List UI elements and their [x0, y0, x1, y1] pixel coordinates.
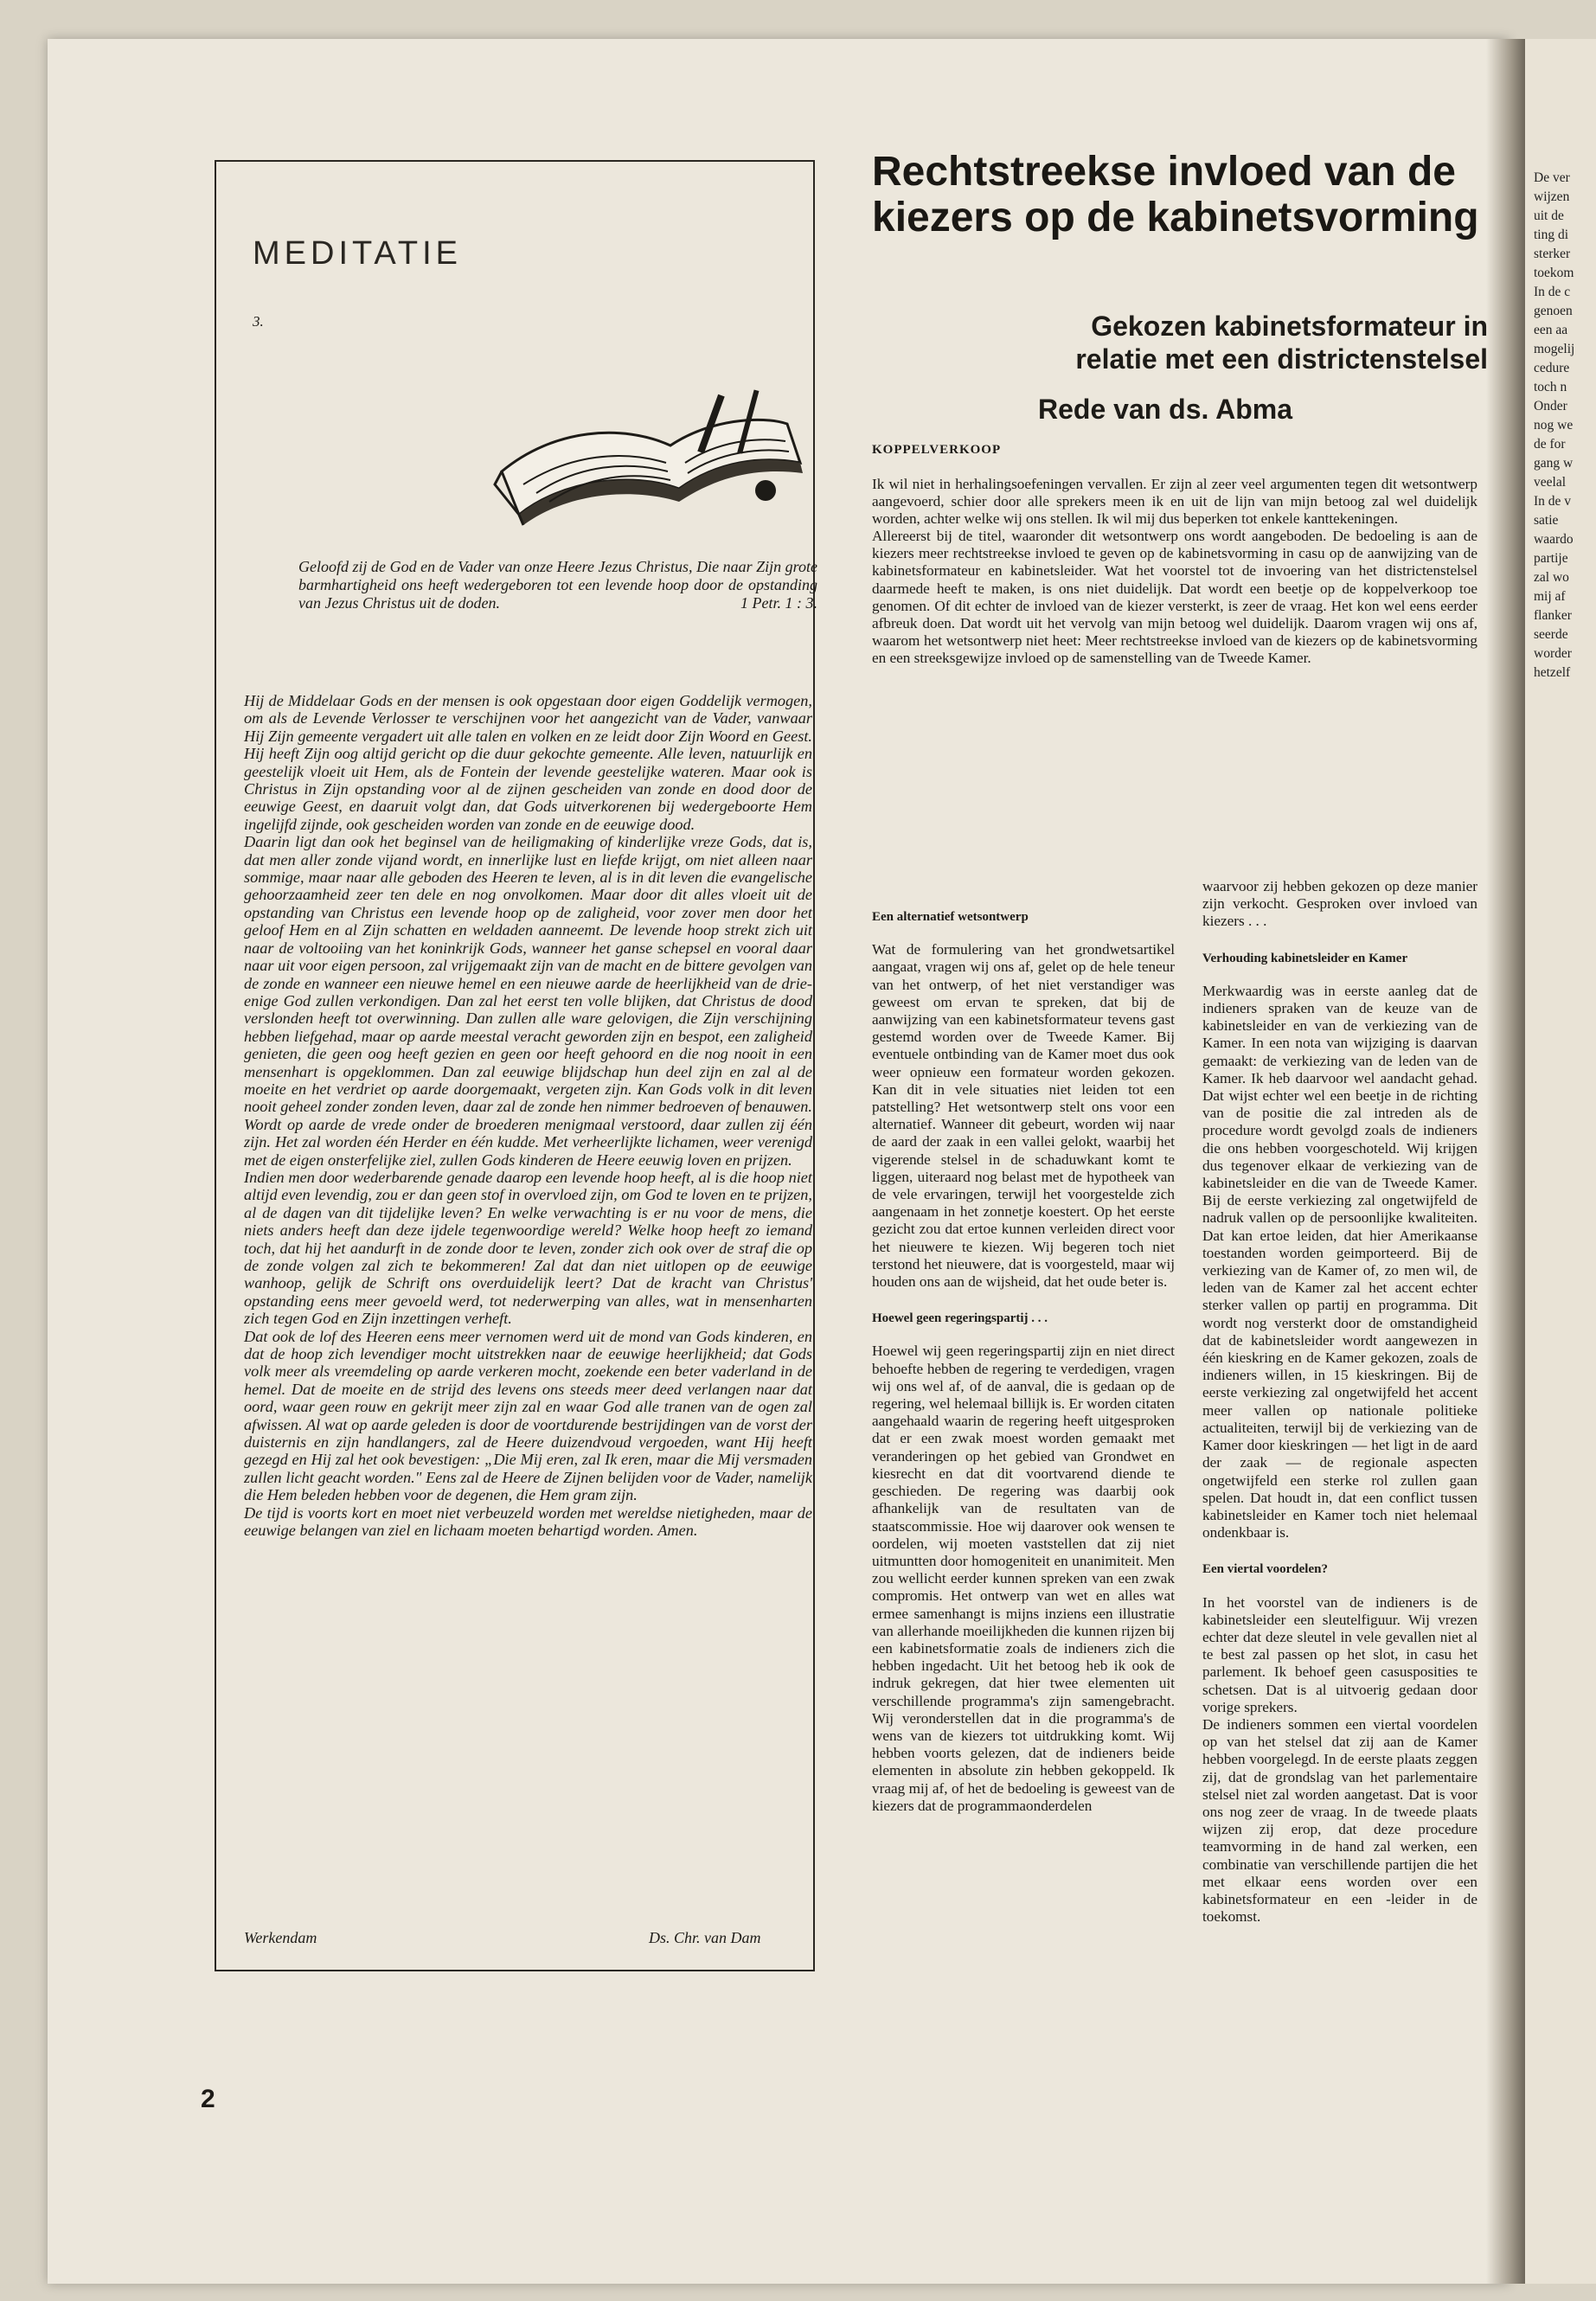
section-heading: Een alternatief wetsontwerp [872, 910, 1029, 924]
meditation-number: 3. [253, 313, 264, 330]
section-heading: Een viertal voordelen? [1202, 1562, 1328, 1577]
meditation-author: Ds. Chr. van Dam [649, 1929, 761, 1946]
meditation-paragraph: Hij de Middelaar Gods en der mensen is ook opgestaan door eigen Goddelijk vermogen, om als de Levende Verlosser te verschijnen voor het aangezicht van de Vader, vanwaar Hij Zijn gemeente vergadert uit alle talen en volken en ze leidt door Zijn Woord en Geest. Hij heeft Zijn oog altijd gericht op die duur gekochte gemeente. Alle leven, natuurlijk en geestelijk vloeit uit Hem, als de Fontein der levende geestelijke wateren. Maar ook is Christus in Zijn opstanding voor al de zijnen gescheiden van zonde en dood door de eeuwige Geest, en daaruit volgt dan, dat Gods uitverkorenen bij wedergeboorte Hem ingelijfd zijnde, ook gescheiden worden van zonde en de eeuwige dood. [244, 692, 812, 833]
section-text: Hoewel wij geen regeringspartij zijn en niet direct behoefte hebben de regering te verdedigen, vragen wij ons wel af, of de aanval, die is gedaan op de regering, wel helemaal billijk is. Er worden citaten aangehaald waarin de regering heeft uitgesproken dat er een zwak moest worden gemaakt met veranderingen op het gebied van Grondwet en kiesrecht en dat dit voortvarend diende te geschieden. De regering was daarbij ook afhankelijk van de resultaten van de staatscommissie. Hoe wij daarover ook wensen te oordelen, wij moeten vaststellen dat zij niet uitmuntten door homogeniteit en unanimiteit. Men zou wellicht eerder kunnen spreken van een zwak compromis. Het ontwerp van wet en alles wat ermee samenhangt is mijns inziens een illustratie van allerhande moeilijkheden die kunnen rijzen bij een kabinetsformatie zoals de indieners zich die hebben ingedacht. Uit het betoog heb ik ook de indruk gekregen, dat hier twee elementen uit verschillende programma's zijn samengebracht. Wij veronderstellen dat in die programma's de wens van de kiezers tot uitdrukking komt. Wij hebben voorts gelezen, dat de indieners beide elementen in absolute zin hebben gekoppeld. Ik vraag mij af, of het de bedoeling is geweest van de kiezers dat de programmaonderdelen [872, 1343, 1175, 1814]
verse-text: Geloofd zij de God en de Vader van onze Heere Jezus Christus, Die naar Zijn grote barmhartigheid ons heeft wedergeboren tot een levende hoop door de opstanding van Jezus Christus uit de doden. [298, 558, 817, 612]
article-kicker: KOPPELVERKOOP [872, 443, 1002, 457]
meditation-body [244, 692, 812, 1540]
book-gutter [1486, 39, 1525, 2284]
section-heading: Hoewel geen regeringspartij . . . [872, 1311, 1048, 1326]
next-page-edge [1525, 39, 1596, 2284]
verse-reference: 1 Petr. 1 : 3. [740, 594, 817, 612]
page-number: 2 [201, 2085, 215, 2113]
article-subheadline: Gekozen kabinetsformateur in relatie met een districtenstelsel [1075, 311, 1488, 375]
intro-paragraph: Ik wil niet in herhalingsoefeningen vervallen. Er zijn al zeer veel argumenten tegen dit wetsontwerp aangevoerd, schier door alle sprekers meen ik en uit de lijn van mijn betoog zal wel duidelijk worden, achter welke wij ons stellen. Ik wil mij dus beperken tot enkele kanttekeningen. [872, 476, 1477, 528]
meditation-paragraph: Dat ook de lof des Heeren eens meer vernomen werd uit de mond van Gods kinderen, en dat de hoop zich levendiger mocht uitstrekken naar de eeuwige heerlijkheid; dat Gods volk meer als vreemdeling op aarde verkeren mocht, zoekende een beter vaderland in de hemel. Dat de moeite en de strijd des levens ons steeds meer deed verlangen naar dat oord, waar geen rouw en gekrijt meer zijn zal en waar God alle tranen van de ogen zal afwissen. Al wat op aarde geleden is door de voortdurende bestrijdingen van de vorst der duisternis en zijn handlangers, zal de Heere duizendvoud vergoeden, want Hij heeft gezegd en Hij zal het ook bevestigen: „Die Mij eren, zal Ik eren, maar die Mij versmaden zullen licht geacht worden." Eens zal de Heere de Zijnen belijden voor de Vader, namelijk die Hem beleden hebben voor de degenen, die Hem gram zijn. [244, 1327, 812, 1504]
article-column-left [872, 908, 1175, 1815]
meditation-paragraph: Daarin ligt dan ook het beginsel van de heiligmaking of kinderlijke vreze Gods, dat is, dat men aller zonde vijand wordt, en innerlijke lust en liefde krijgt, om niet alleen naar sommige, maar naar alle geboden des Heeren te leven, al is in dit leven die evangelische gehoorzaamheid zeer ten dele en nog onvolkomen. Maar door dit alles vloeit uit de opstanding van Christus een levende hoop op de zaligheid, voor zover men door het geloof Hem en al Zijn schatten en weldaden aanneemt. De levende hoop strekt zich uit naar de voltooiing van het koninkrijk Gods, wanneer het ganse schepsel en vooral daar naar uit voor eigen persoon, zal vrijgemaakt zijn van de macht en de bittere gevolgen van de zonde en wanneer een nieuwe hemel en een nieuwe aarde de heerlijkheid van de drie-enige God zullen verkondigen. Dan zal het eerst ten volle blijken, dat Christus de dood verslonden heeft tot overwinning. Dan zullen alle ware gelovigen, die Zijn verschijning hebben liefgehad, maar op aarde meestal veracht geworden zijn en bespot, een zaligheid genieten, die geen oog heeft gezien en geen oor heeft gehoord en die nog nooit in een mensenhart is opgeklommen. Dan zal eeuwige blijdschap hun deel zijn en zal al de moeite en het verdriet op aarde doorgemaakt, vergeten zijn. Kan Gods volk in dit leven nooit geheel zonder zonden leven, daar zal de zonde hen nimmer bedroeven of benauwen. Wordt op aarde de vrede onder de broederen menigmaal verstoord, daar zullen zij één zijn. Het zal worden één Herder en één kudde. Met verheerlijkte lichamen, weer verenigd met de eigen onsterfelijke ziel, zullen Gods kinderen de Heere eeuwig loven en prijzen. [244, 833, 812, 1169]
meditation-paragraph: Indien men door wederbarende genade daarop een levende hoop heeft, al is die hoop niet altijd even levendig, zou er dan geen stof in overvloed zijn, om God te loven en te prijzen, al de dagen van dit tijdelijke leven? En welke verwachting is er nu voor de mens, die niets anders heeft dan deze ijdele tegenwoordige wereld? Welke hoop heeft zo iemand toch, dat hij het aandurft in de zonde door te leven, zonder zich ook over de straf die op de zonde volgen zal zich te bekommeren! Zal dat dan niet uitlopen op de eeuwige wanhoop, gelijk de Schrift ons overduidelijk leert? Dat de kracht van Christus' opstanding eens meer gevoeld werd, tot nederwerping van alles, wat in mensenharten zich tegen God en Zijn inzettingen verheft. [244, 1168, 812, 1328]
meditation-verse [298, 558, 817, 612]
section-text: Wat de formulering van het grondwetsartikel aangaat, vragen wij ons af, gelet op de hele teneur van het ontwerp, of het niet verstandiger was geweest om ervan te spreken, dat bij de aanwijzing van een kabinetsformateur tevens gast gestemd worden over de Tweede Kamer. Bij eventuele ontbinding van de Kamer moet dus ook weer opnieuw een formateur worden gekozen. Kan dit in vele situaties niet leiden tot een patstelling? Het wetsontwerp stelt ons voor een alternatief. Wanneer dit gebeurt, worden wij naar de aard der zaak in een vallei gelokt, waarbij het vigerende stelsel in de schaduwkant komt te liggen, uiteraard nog belast met de hypotheek van de vele ervaringen, terwijl het voorgestelde zich aangenaam in het zonnetje koestert. Op het eerste gezicht zou dat ertoe kunnen verleiden direct voor het nieuwere te kiezen. Wij begeren toch niet terstond het nieuwere, dat is voorgesteld, maar wij houden ons aan de wijsheid, dat het oude beter is. [872, 941, 1175, 1291]
open-bible-icon [484, 342, 809, 528]
meditation-paragraph: De tijd is voorts kort en moet niet verbeuzeld worden met wereldse nietigheden, maar de eeuwige belangen van ziel en lichaam moeten behartigd worden. Amen. [244, 1503, 812, 1540]
meditation-title: MEDITATIE [253, 235, 463, 272]
intro-paragraph: Allereerst bij de titel, waaronder dit wetsontwerp ons wordt aangeboden. De bedoeling is aan de kiezers meer rechtstreekse invloed te geven op de kabinetsvorming in casu op de aanwijzing van de kabinetsformateur en kabinetsleider. Wat het voorstel tot de invoering van het districtenstelsel daarmede heeft te maken, is ons niet duidelijk. Dat wordt een beetje op de koppelverkoop toe genomen. Of dit echter de invloed van de kiezer versterkt, is zeer de vraag. Het kon wel eens eerder afbreuk doen. Dat wordt uit het vervolg van mijn betoog wel duidelijk. Daarom vragen wij ons af, waarom het wetsontwerp niet heet: Meer rechtstreekse invloed van de kiezers op de kabinetsvorming en een streeksgewijze invloed op de samenstelling van de Tweede Kamer. [872, 528, 1477, 666]
section-text: Merkwaardig was in eerste aanleg dat de indieners spraken van de keuze van de kabinetsleider en van de verkiezing van de Kamer. In een nota van wijziging is daarvan gemaakt: de verkiezing van de leden van de Kamer. Ik heb daarvoor wel aandacht gehad. Dat wijst echter wel een beetje in de richting van de positie die zal intreden als de procedure wordt gevolgd zoals de indieners die ons hebben voorgeschoteld. Wij krijgen dus tegenover elkaar de verkiezing van de kabinetsleider en die van de Tweede Kamer. Bij de eerste verkiezing zal ongetwijfeld de nadruk vallen op de persoonlijke kwaliteiten. Dat kan ertoe leiden, dat hier Amerikaanse toestanden worden geimporteerd. Bij de verkiezing van de Kamer of, zo men wil, de leden van de Kamer zal het accent echter sterker vallen op partij en programma. Dit wordt nog versterkt door de omstandigheid dat de kabinetsleider wordt aangewezen in één kieskring en de Kamer gekozen, zoals de indieners willen, in 15 kieskringen. Bij de eerste verkiezing zal ongetwijfeld het accent meer vallen op nationale politieke actualiteiten, terwijl bij de verkiezing van de Kamer door kieskringen — het ligt in de aard der zaak — de regionale aspecten ongetwijfeld een sterke rol zullen gaan spelen. Dat houdt in, dat een conflict tussen kabinetsleider en Kamer toch niet helemaal ondenkbaar is. [1202, 982, 1477, 1541]
section-text: In het voorstel van de indieners is de kabinetsleider een sleutelfiguur. Wij vrezen echter dat deze sleutel in vele gevallen niet al te best zal passen op het slot, in casu het parlement. Ik behoef geen casusposities te schetsen. Dat is al uitvoerig gedaan door vorige sprekers. De indieners sommen een viertal voordelen op van het stelsel dat zij aan de Kamer hebben voorgelegd. In de eerste plaats zeggen zij, dat de grondslag van het parlementaire stelsel niet zal worden aangetast. Dat is voor ons nog zeer de vraag. In de tweede plaats wijzen zij erop, dat deze procedure teamvorming in de hand zal werken, een combinatie van verschillende partijen die het met elkaar eens worden over een kabinetsformateur en een -leider in de toekomst. [1202, 1593, 1477, 1926]
section-heading: Verhouding kabinetsleider en Kamer [1202, 951, 1408, 965]
next-page-fragment: De ver wijzen uit de ting di sterker toekom In de c genoen een aa mogelij cedure toch n Onder nog we de for gang w veelal In de v satie waardo partije zal wo mij af flanker seerde worder hetzelf [1534, 170, 1575, 680]
article-speaker: Rede van ds. Abma [1038, 394, 1293, 425]
article-headline: Rechtstreekse invloed van de kiezers op de kabinetsvorming [872, 149, 1479, 240]
meditation-place: Werkendam [244, 1929, 317, 1946]
article-intro [872, 476, 1477, 667]
section-text: waarvoor zij hebben gekozen op deze manier zijn verkocht. Gesproken over invloed van kiezers . . . [1202, 878, 1477, 930]
article-column-right [1202, 878, 1477, 1926]
